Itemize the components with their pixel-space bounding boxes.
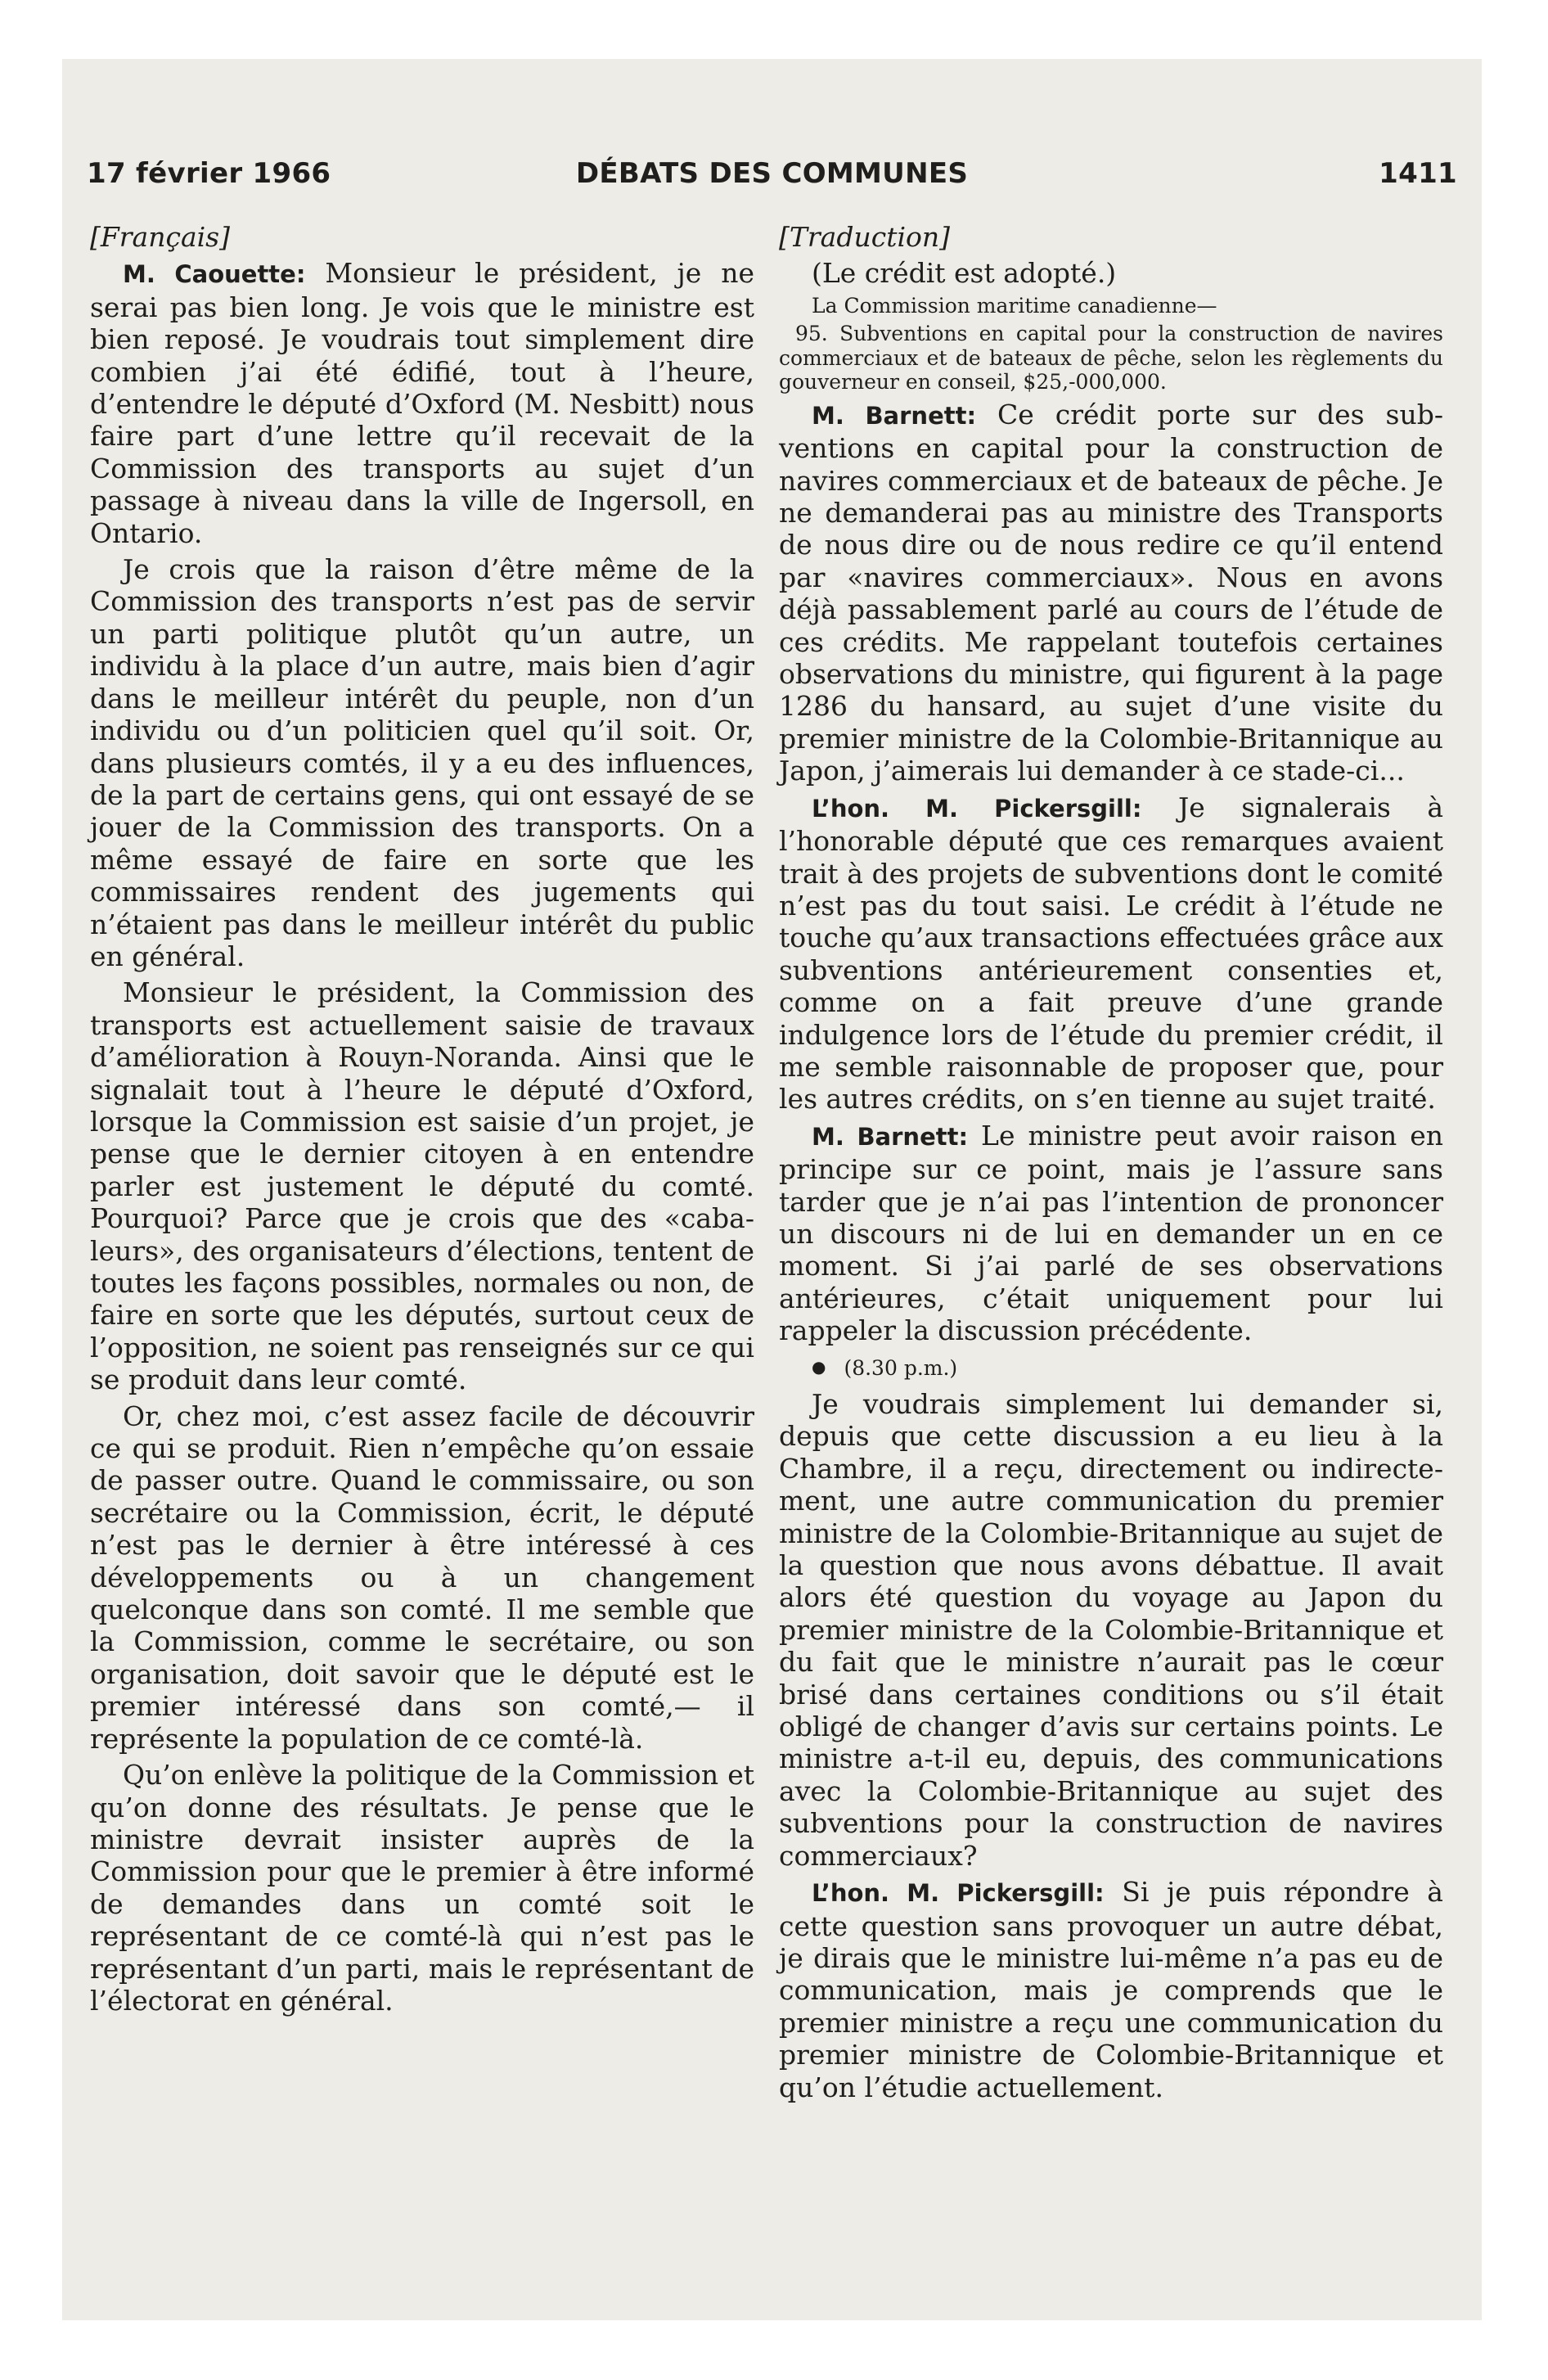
paragraph-text: Je signalerais à l’honorable député que ces remarques avaient trait à des projets de subventions dont le comité n’est pas du tout saisi. Le crédit à l’étude ne touche qu’aux transactions effectuées grâce aux subventions antérieurement consenties et, comme on a fait preuve d’une grande indulgence lors de l’étude du premier crédit, il me semble raisonnable de proposer que, pour les autres crédits, on s’en tienne au sujet traité. — [779, 791, 1443, 1116]
paragraph: Je voudrais simplement lui demander si, depuis que cette discussion a eu lieu à la Chambre, il a reçu, directement ou indirectement, une autre communication du premier ministre de la Colombie-Britannique au sujet de la question que nous avons débattue. Il avait alors été question du voyage au Japon du premier ministre de la Colombie-Britannique et du fait que le ministre n’aurait pas le cœur brisé dans certaines conditions ou s’il était obligé de changer d’avis sur certains points. Le ministre a-t-il eu, depuis, des communications avec la Colombie-Britannique au sujet des subventions pour la construction de navires commerciaux? — [779, 1388, 1443, 1872]
paragraph: Monsieur le président, la Commission des transports est actuellement saisie de travaux d’amélioration à Rouyn-Noranda. Ainsi que le signalait tout à l’heure le député d’Oxford, lorsque la Commission est saisie d’un projet, je pense que le dernier citoyen à en entendre parler est justement le député du comté. Pourquoi? Parce que je crois que des «cabaleurs», des organisateurs d’élections, tentent de toutes les façons possibles, normales ou non, de faire en sorte que les députés, surtout ceux de l’opposition, ne soient pas renseignés sur ce qui se produit dans leur comté. — [90, 976, 754, 1396]
speaker-name: M. Barnett: — [812, 1122, 969, 1151]
header-date: 17 février 1966 — [87, 157, 331, 190]
paragraph: Je crois que la raison d’être même de la Commission des transports n’est pas de servir un parti politique plutôt qu’un autre, un individu à la place d’un autre, mais bien d’agir dans le meilleur intérêt du peuple, non d’un individu ou d’un politicien quel qu’il soit. Or, dans plusieurs comtés, il y a eu des influences, de la part de certains gens, qui ont essayé de se jouer de la Commission des transports. On a même essayé de faire en sorte que les commissaires rendent des jugements qui n’étaient pas dans le meilleur intérêt du public en général. — [90, 553, 754, 972]
time-text: (8.30 p.m.) — [844, 1355, 958, 1380]
paragraph-text: Si je puis répondre à cette question sans provoquer un autre débat, je dirais que le ministre lui-même n’a pas eu de communication, mais je comprends que le premier ministre a reçu une communication du premier ministre de Colombie-Britannique et qu’on l’étudie actuellement. — [779, 1876, 1443, 2103]
paragraph — [779, 1876, 1443, 2103]
speaker-name: L’hon. M. Pickersgill: — [812, 794, 1142, 823]
paragraph: Qu’on enlève la politique de la Commission et qu’on donne des résultats. Je pense que le ministre devrait insister auprès de la Commission pour que le premier à être informé de demandes dans un comté soit le représentant de ce comté-là qui n’est pas le représentant d’un parti, mais le représentant de l’électorat en général. — [90, 1759, 754, 2017]
vote-item: 95. Subventions en capital pour la construction de navires commerciaux et de bateaux de pêche, selon les règlements du gouverneur en conseil, $25,-000,000. — [779, 322, 1443, 394]
header-title: DÉBATS DES COMMUNES — [575, 157, 969, 190]
left-column — [90, 221, 754, 2021]
speaker-name: L’hon. M. Pickersgill: — [812, 1879, 1105, 1908]
page-header — [87, 157, 1457, 198]
paragraph: Or, chez moi, c’est assez facile de découvrir ce qui se produit. Rien n’empêche qu’on essaie de passer outre. Quand le commissaire, ou son secrétaire ou la Commission, écrit, le député n’est pas le dernier à être intéressé à ces développements ou à un changement quelconque dans son comté. Il me semble que la Commission, comme le secrétaire, ou son organisation, doit savoir que le député est le premier intéressé dans son comté,— il représente la population de ce comté-là. — [90, 1400, 754, 1755]
paragraph — [779, 791, 1443, 1116]
page-number: 1411 — [1379, 157, 1457, 190]
paragraph — [779, 1120, 1443, 1347]
paragraph-text: Monsieur le président, je ne serai pas bien long. Je vois que le ministre est bien reposé. Je voudrais tout simplement dire combien j’ai été édifié, tout à l’heure, d’entendre le député d’Oxford (M. Nesbitt) nous faire part d’une lettre qu’il recevait de la Commission des transports au sujet d’un passage à niveau dans la ville de Ingersoll, en Ontario. — [90, 257, 754, 549]
time-marker — [779, 1351, 1443, 1384]
language-tag: [Traduction] — [779, 221, 951, 253]
document-page — [62, 59, 1482, 2320]
vote-adopted: (Le crédit est adopté.) — [812, 257, 1117, 290]
paragraph — [90, 257, 754, 549]
commission-heading: La Commission maritime canadienne— — [812, 293, 1217, 318]
paragraph — [779, 399, 1443, 787]
paragraph-text: Le ministre peut avoir raison en principe sur ce point, mais je l’assure sans tarder que je n’ai pas l’intention de prononcer un discours ni de lui en demander un en ce moment. Si j’ai parlé de ses observations antérieures, c’était uniquement pour lui rappeler la discussion précédente. — [779, 1119, 1443, 1347]
paragraph-text: Ce crédit porte sur des subventions en capital pour la construction de navires commerciaux et de bateaux de pêche. Je ne demanderai pas au ministre des Transports de nous dire ou de nous redire ce qu’il entend par «navires commerciaux». Nous en avons déjà passablement parlé au cours de l’étude de ces crédits. Me rappelant toutefois certaines observations du ministre, qui figurent à la page 1286 du hansard, au sujet d’une visite du premier ministre de la Colombie-Britannique au Japon, j’aimerais lui demander à ce stade-ci... — [779, 398, 1443, 787]
bullet-icon: ● — [812, 1356, 826, 1377]
speaker-name: M. Caouette: — [123, 260, 306, 289]
right-column — [779, 221, 1443, 2107]
speaker-name: M. Barnett: — [812, 401, 977, 430]
language-tag: [Français] — [90, 221, 230, 253]
